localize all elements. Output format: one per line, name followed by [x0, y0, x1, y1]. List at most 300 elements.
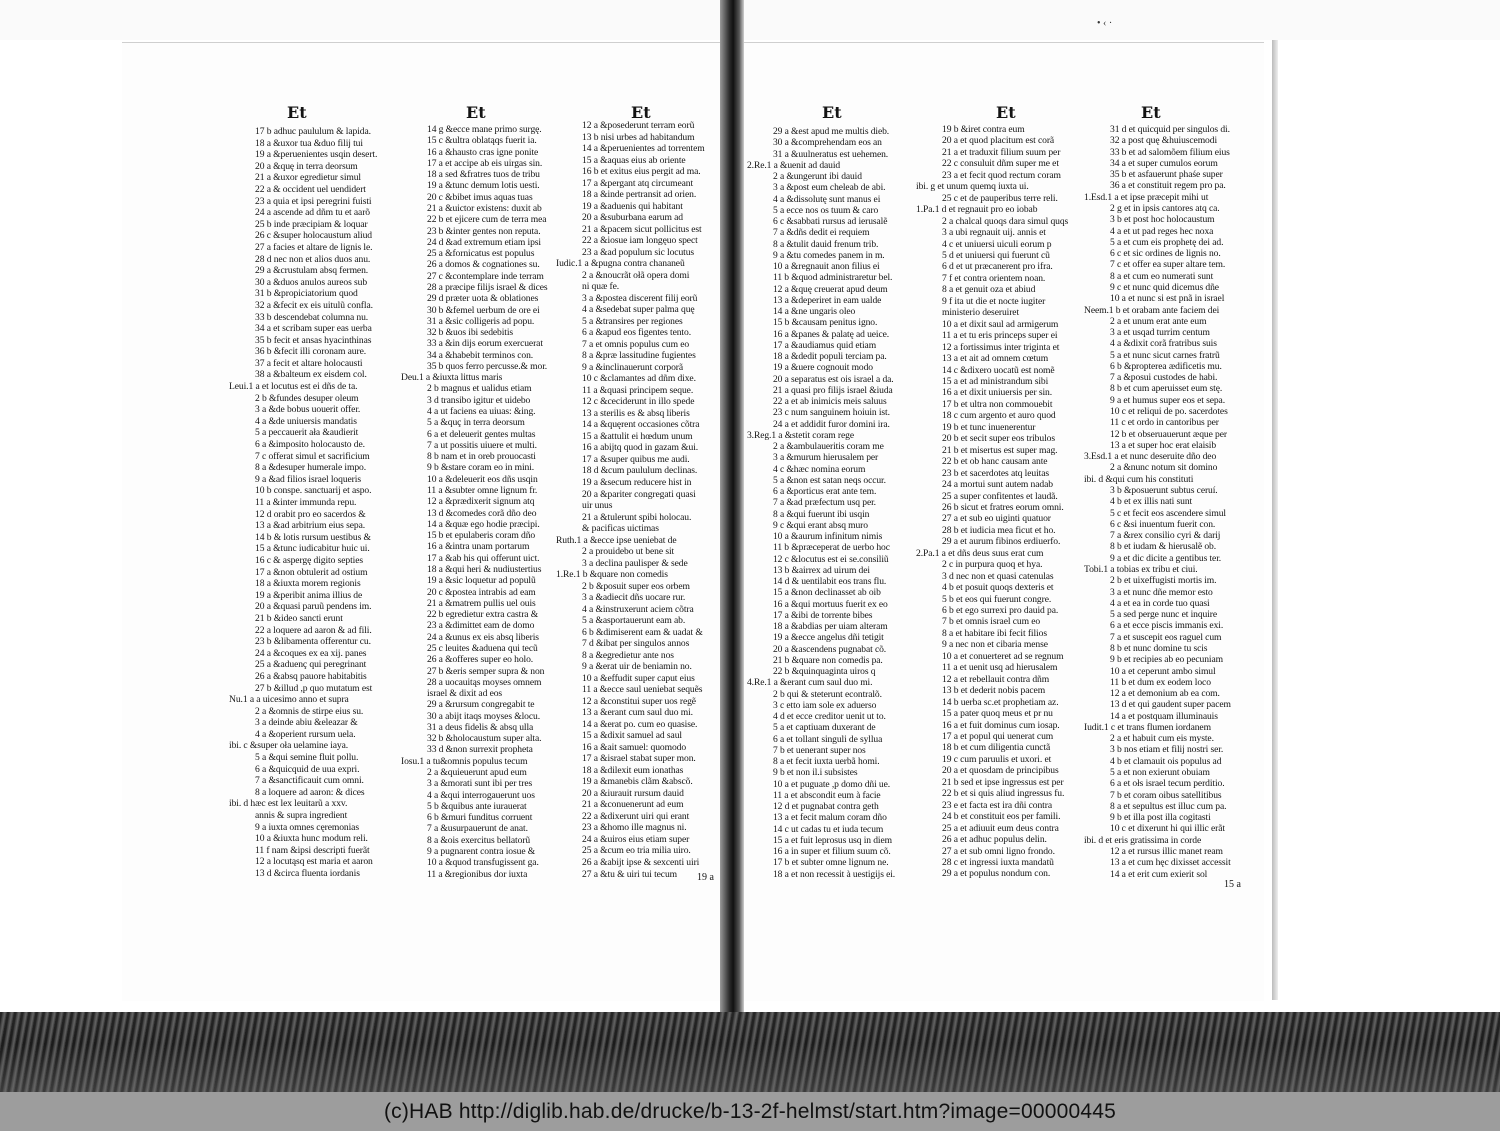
concordance-entry: 5 b et eos qui fuerunt congre. [942, 593, 1052, 605]
concordance-entry: 8 a &præ lassitudine fugientes [582, 350, 696, 362]
concordance-entry: 11 a &regionibus dor iuxta [427, 868, 528, 880]
left-col1-heading: Et [287, 103, 307, 122]
concordance-entry: Leui.1 a et locutus est ei dñs de ta. [229, 381, 358, 393]
concordance-entry: 10 a et ceperunt ambo simul [1110, 665, 1216, 677]
concordance-entry: 30 b &femel uerbum de ore ei [427, 304, 540, 316]
concordance-entry: 32 a &fecit ex eis uitulũ confla. [255, 299, 373, 311]
concordance-entry: 27 c &contemplare inde terram [427, 270, 544, 282]
concordance-entry: 12 a &posederunt terram eorũ [582, 120, 695, 131]
page-edge [1272, 40, 1278, 1000]
top-right-marks: • ‹ · [1097, 18, 1113, 29]
concordance-entry: 11 b &quod administraretur bel. [773, 272, 893, 284]
concordance-entry: 15 c &ultra oblatąqs fuerit ia. [427, 135, 537, 147]
concordance-entry: 2.Pa.1 a et dñs deus suus erat cum [916, 547, 1044, 559]
concordance-entry: 5 c et fecit eos ascendere simul [1110, 507, 1226, 519]
concordance-entry: 26 b sicut et fratres eorum omni. [942, 501, 1064, 513]
concordance-entry: 11 b et dum ex eodem loco [1110, 676, 1211, 688]
concordance-entry: 34 a et scribam super eas uerba [255, 323, 372, 335]
concordance-entry: 25 c et de pauperibus terre reli. [942, 192, 1058, 204]
concordance-entry: 20 c &bibet imus aquas tuas [427, 191, 533, 203]
concordance-entry: 21 a &pacem sicut pollicitus est [582, 223, 702, 235]
concordance-entry: Iosu.1 a tu&omnis populus tecum [401, 755, 528, 767]
concordance-entry: 4 a &operient rursum uela. [255, 728, 356, 740]
concordance-entry: 24 a &coques ex ea xij. panes [255, 647, 367, 659]
concordance-entry: 8 a &egredietur ante nos [582, 649, 674, 661]
concordance-entry: 22 b et ob hanc causam ante [942, 456, 1048, 468]
concordance-entry: 18 a &abdias per uiam alteram [773, 621, 888, 632]
concordance-entry: 8 a &tulit dauid frenum trib. [773, 238, 879, 250]
concordance-entry: 13 a et cum hęc dixisset accessit [1110, 857, 1231, 869]
concordance-entry: 22 a loquere ad aaron & ad fili. [255, 624, 372, 636]
concordance-entry: 26 a &absq pauore habitabitis [255, 670, 367, 682]
concordance-entry: 24 b et constituit eos per famili. [942, 811, 1061, 823]
concordance-entry: Tobi.1 a tobias ex tribu et ciui. [1084, 563, 1198, 575]
concordance-entry: 21 b &quare non comedis pa. [773, 654, 883, 666]
concordance-entry: 7 a &posui custodes de habi. [1110, 372, 1218, 384]
concordance-entry: 4.Re.1 a &erant cum saul duo mi. [747, 677, 873, 689]
concordance-entry: 6 d et ut præcanerent pro ifra. [942, 261, 1053, 273]
concordance-entry: 5 a &qui semine fluit pollu. [255, 752, 359, 764]
concordance-entry: 13 a sterilis es & absq liberis [582, 407, 690, 419]
concordance-entry: 18 a &inde pertransit ad orien. [582, 189, 697, 201]
concordance-entry: 3 a &post eum cheleab de abi. [773, 182, 886, 194]
concordance-entry: 11 a et tu eris princeps super ei [942, 330, 1058, 342]
concordance-entry: 5 d et uniuersi qui fuerunt cũ [942, 249, 1050, 261]
concordance-entry: 9 a et humus super eos et sepa. [1110, 394, 1225, 406]
concordance-entry: 2 a chalcal quoqs dara simul quqs [942, 215, 1069, 227]
concordance-entry: 5 a &non est satan neqs occur. [773, 474, 886, 486]
concordance-entry: 29 d præter uota & oblationes [427, 293, 539, 305]
concordance-entry: 16 a &qui mortuus fuerit ex eo [773, 598, 888, 610]
concordance-entry: 3 a ubi regnauit uij. annis et [942, 227, 1046, 239]
concordance-entry: 14 d & uentilabit eos trans flu. [773, 576, 887, 587]
concordance-entry: 12 a &quę creuerat apud deum [773, 283, 888, 295]
concordance-entry: 21 a &uxor egredietur simul [255, 172, 362, 184]
concordance-entry: 18 a et non recessit à uestigijs ei. [773, 868, 896, 880]
concordance-entry: 8 a loquere ad aaron: & dices [255, 786, 365, 798]
concordance-entry: 11 a &quasi principem seque. [582, 384, 694, 396]
concordance-entry: ibi. c &super oła uelamine iaya. [229, 740, 349, 752]
concordance-entry: 36 b &fecit illi coronam aure. [255, 346, 367, 358]
concordance-entry: 9 c et nunc quid dicemus dñe [1110, 281, 1219, 293]
concordance-entry: 14 g &ecce mane primo surgę. [427, 124, 542, 135]
concordance-entry: 17 a &super quibus me audi. [582, 453, 690, 465]
concordance-entry: Ruth.1 a &ecce ipse ueniebat de [556, 534, 677, 546]
concordance-entry: 16 a &hausto cras igne ponite [427, 146, 539, 158]
concordance-entry: 18 a &dilexit eum ionathas [582, 764, 684, 776]
concordance-entry: 37 a fecit et altare holocausti [255, 357, 363, 369]
concordance-entry: 2 a &ambulaueritis coram me [773, 441, 884, 452]
concordance-entry: 27 a &tu & uiri tui tecum [582, 868, 678, 880]
concordance-entry: 10 a &effudit super caput eius [582, 672, 695, 684]
concordance-entry: 5 a et non exierunt obuiam [1110, 767, 1210, 779]
concordance-entry: 15 a et fuit leprosus usq in diem [773, 834, 892, 846]
concordance-entry: 16 a in super et filium suum cõ. [773, 846, 891, 857]
concordance-entry: 33 d &non surrexit propheta [427, 744, 533, 756]
concordance-entry: 19 a &ecce angelus dñi tetigit [773, 632, 884, 644]
concordance-entry: 8 a et habitare ibi fecit filios [942, 627, 1047, 639]
concordance-entry: 17 a &ab his qui offerunt uict. [427, 552, 540, 564]
concordance-entry: 20 c &postea intrabis ad eam [427, 586, 536, 598]
concordance-entry: 20 a et quod placitum est corã [942, 135, 1055, 147]
concordance-entry: 5 a &asportauerunt eam ab. [582, 615, 686, 627]
concordance-entry: 11 b &præceperat de uerbo hoc [773, 542, 890, 554]
concordance-entry: 9 a nec non et cibaria mense [942, 639, 1048, 651]
concordance-entry: 28 c et ingressi iuxta mandatũ [942, 857, 1054, 868]
concordance-entry: 3.Reg.1 a &stetit coram rege [747, 429, 854, 441]
concordance-entry: 6 b et ego surrexi pro dauid pa. [942, 605, 1059, 617]
concordance-entry: 8 b et iudam & hierusalẽ ob. [1110, 541, 1216, 553]
concordance-entry: 32 b &uos ibi sedebitis [427, 327, 514, 339]
concordance-entry: 7 b et omnis israel cum eo [942, 616, 1041, 628]
scan-shadow-band [0, 1012, 1500, 1092]
concordance-entry: 4 b et clamauit ois populus ad [1110, 755, 1222, 767]
concordance-entry: 13 a et super hoc erat elaisib [1110, 439, 1217, 451]
concordance-entry: 3 a &murum hierusalem per [773, 452, 879, 464]
concordance-entry: 19 c cum paruulis et uxori. et [942, 753, 1052, 765]
concordance-entry: 8 a et genuit oza et abiud [942, 284, 1036, 296]
concordance-entry: uir unus [582, 500, 613, 512]
concordance-entry: 16 a &panes & palatę ad ueice. [773, 328, 890, 340]
concordance-entry: 28 b et iudicia mea ficut et ho. [942, 524, 1056, 536]
concordance-entry: 32 a post quę &huiuscemodi [1110, 135, 1218, 147]
concordance-entry: 14 a &ne ungaris oleo [773, 306, 856, 317]
concordance-entry: 35 b quos ferro percusse.& mor. [427, 360, 548, 372]
concordance-entry: 29 a &crustulam absq fermen. [255, 265, 369, 277]
concordance-entry: 5 a ecce nos os tuum & caro [773, 204, 879, 216]
concordance-entry: 1.Re.1 b &quare non comedis [556, 569, 668, 581]
concordance-entry: 4 a &instruxerunt aciem cõtra [582, 603, 694, 615]
concordance-entry: 14 a &quęrent occasiones cõtra [582, 419, 700, 431]
concordance-entry: 21 a &matrem pullis uel ouis [427, 597, 536, 609]
concordance-entry: 34 a &habebit terminos con. [427, 349, 534, 361]
concordance-entry: 11 a &subter omne lignum fr. [427, 485, 538, 496]
concordance-entry: 15 a et ad ministrandum sibi [942, 375, 1049, 387]
concordance-entry: 8 b et cum aperuisset eum stę. [1110, 383, 1223, 395]
concordance-entry: 13 b et dederit nobis pacem [942, 685, 1046, 697]
concordance-entry: 24 a ascende ad dñm tu et aarõ [255, 207, 371, 219]
concordance-entry: 20 b et secit super eos tribulos [942, 433, 1055, 445]
concordance-entry: 6 c &si inuentum fuerit con. [1110, 518, 1216, 530]
concordance-entry: 7 d &ibat per singulos annos [582, 638, 690, 650]
concordance-entry: 7 a ut possitis uiuere et multi. [427, 439, 537, 451]
concordance-entry: 26 a et adhuc populus delin. [942, 834, 1047, 846]
concordance-entry: 10 a &quod transfugissent ga. [427, 857, 539, 869]
concordance-entry: Iudit.1 c et trans flumen iordanem [1084, 721, 1211, 733]
concordance-entry: 19 b &iret contra eum [942, 124, 1025, 135]
concordance-entry: Nu.1 a a uicesimo anno et supra [229, 694, 349, 706]
concordance-entry: 8 b et nunc domine tu scis [1110, 642, 1208, 654]
concordance-entry: 31 a deus fidelis & absq ulla [427, 721, 534, 733]
concordance-entry: 18 a sed &fratres tuos de tribu [427, 169, 540, 181]
left-col3-heading: Et [631, 103, 651, 122]
concordance-entry: 17 b et subter omne lignum ne. [773, 857, 889, 869]
concordance-entry: 16 b et exitus eius pergit ad ma. [582, 166, 701, 178]
concordance-entry: 11 c et ordo in cantoribus per [1110, 417, 1219, 429]
concordance-entry: 3 c etto iam sole ex aduerso [773, 699, 877, 711]
concordance-entry: 18 c cum argento et auro quod [942, 410, 1056, 422]
concordance-entry: 12 a &constitui super uos regẽ [582, 695, 696, 707]
concordance-entry: 22 a & occident uel uendidert [255, 183, 366, 195]
concordance-entry: 4 a et ea in corde tuo quasi [1110, 597, 1210, 609]
concordance-entry: 18 a &uxor tua &duo filij tui [255, 137, 363, 149]
concordance-entry: 29 a et aurum fibinos erdiuerfo. [942, 536, 1061, 548]
concordance-entry: 25 c leuites &aduena qui tecũ [427, 642, 538, 654]
concordance-entry: 4 a &dissolutę sunt manus ei [773, 193, 881, 205]
concordance-entry: 30 a &comprehendam eos an [773, 137, 882, 149]
concordance-entry: 3 a &de bobus uouerit offer. [255, 404, 361, 416]
concordance-entry: 3 a deinde abiu &eleazar & [255, 717, 358, 729]
concordance-entry: 27 b &illud ,p quo mutatum est [255, 682, 373, 694]
concordance-entry: 7 a &sanctificauit cum omni. [255, 775, 364, 787]
concordance-entry: 31 a &uulneratus est uehemen. [773, 148, 889, 160]
concordance-entry: 18 a &qui heri & nudiustertius [427, 563, 542, 575]
concordance-entry: ibi. d hæc est lex leuitarũ a xxv. [229, 798, 348, 810]
concordance-entry: Iudic.1 a &pugna contra chananeũ [556, 258, 685, 270]
concordance-entry: 23 a &homo ille magnus ni. [582, 822, 687, 834]
concordance-entry: 22 a et ab inimicis meis saluus [773, 396, 887, 407]
concordance-entry: 14 c ut cadas tu et iuda tecum [773, 823, 884, 835]
concordance-entry: 9 a &erat uir de beniamin no. [582, 661, 692, 673]
concordance-entry: 20 a et quosdam de principibus [942, 765, 1059, 777]
concordance-entry: 2 b qui & steterunt econtralõ. [773, 688, 882, 700]
concordance-entry: 22 c consuluit dñm super me et [942, 158, 1059, 170]
concordance-entry: 14 a et postquam illuminauis [1110, 710, 1218, 722]
concordance-entry: 21 b et misertus est super mag. [942, 444, 1058, 456]
concordance-entry: 10 c et dixerunt hi qui illic erãt [1110, 823, 1225, 835]
concordance-entry: 4 a ut faciens ea uiuas: &ing. [427, 406, 536, 418]
concordance-entry: 13 a &ad arbitrium eius sepa. [255, 520, 366, 532]
concordance-entry: 16 a &ait samuel: quomodo [582, 741, 687, 753]
concordance-entry: 22 b et si quis aliud ingressus fu. [942, 788, 1065, 800]
concordance-entry: 21 b sed et ipse ingressus est per [942, 776, 1064, 788]
concordance-entry: ibi. g et unum quemq iuxta ui. [916, 181, 1029, 193]
concordance-entry: 13 b nisi urbes ad habitandum [582, 131, 695, 143]
concordance-entry: 30 a abijt itaqs moyses &locu. [427, 710, 540, 722]
concordance-entry: 12 a fortissimus inter triginta et [942, 341, 1060, 353]
concordance-entry: 7 f et contra orientem noan. [942, 272, 1046, 284]
concordance-entry: 13 a et fecit malum coram dño [773, 812, 887, 824]
concordance-entry: 23 e et facta est ira dñi contra [942, 799, 1053, 811]
concordance-entry: 17 a et accipe ab eis uirgas sin. [427, 157, 543, 169]
concordance-entry: 4 c et uniuersi uiculi eorum p [942, 238, 1052, 250]
concordance-entry: 20 a &ascendens pugnabat cõ. [773, 643, 887, 655]
concordance-entry: 13 d et qui gaudent super pacem [1110, 699, 1231, 711]
concordance-entry: 1.Esd.1 a et ipse præcepit mihi ut [1084, 191, 1209, 203]
concordance-entry: 20 a &quę in terra deorsum [255, 160, 358, 172]
concordance-entry: 17 b et ultra non commouebit [942, 398, 1053, 410]
concordance-entry: 15 a &tunc iudicabitur huic ui. [255, 543, 370, 555]
concordance-entry: 9 a &ad filios israel loqueris [255, 473, 361, 485]
concordance-entry: 6 b &muri funditus corruent [427, 812, 533, 824]
right-column-1 [747, 126, 896, 880]
concordance-entry: 2 a &noucrãt ołã opera domi [582, 269, 690, 281]
concordance-entry: 18 d &cum paululum declinas. [582, 465, 698, 477]
concordance-entry: 5 b &quibus ante iurauerat [427, 800, 527, 812]
concordance-entry: 7 c offerat simul et sacrificium [255, 450, 370, 462]
concordance-entry: 3 a declina paulisper & sede [582, 557, 688, 569]
concordance-entry: 15 a pater quoq meus et pr nu [942, 708, 1053, 720]
concordance-entry: 12 a locutąsq est maria et aaron [255, 856, 373, 868]
concordance-entry: 4 a &de uniuersis mandatis [255, 415, 357, 427]
concordance-entry: 5 a et nunc sicut carnes fratrũ [1110, 349, 1220, 361]
concordance-entry: 8 a &ois exercitus bellatorũ [427, 834, 531, 846]
concordance-entry: 12 a et demonium ab ea com. [1110, 688, 1220, 700]
concordance-entry: 11 a et uenit usq ad hierusalem [942, 662, 1058, 674]
concordance-entry: 11 a et abscondit eum à facie [773, 789, 881, 801]
concordance-entry: 6 b &dimiserent eam & uadat & [582, 626, 703, 638]
concordance-entry: 15 b &causam penitus igno. [773, 317, 878, 329]
concordance-entry: 26 a &offeres super eo holo. [427, 654, 534, 666]
right-col1-heading: Et [822, 103, 842, 122]
concordance-entry: 14 b & lotis rursum uestibus & [255, 531, 371, 543]
concordance-entry: ibi. d et eris gratissima in corde [1084, 834, 1202, 846]
concordance-entry: 25 a super confitentes et laudã. [942, 490, 1058, 502]
concordance-entry: 22 a &iosue iam longęuo spect [582, 235, 698, 247]
concordance-entry: 2 a et habuit cum eis myste. [1110, 733, 1214, 745]
concordance-entry: 2 a &omnis de stirpe eius su. [255, 705, 364, 717]
concordance-entry: 22 b et ejicere cum de terra mea [427, 214, 547, 226]
concordance-entry: 13 a &deperiret in eam ualde [773, 294, 882, 306]
left-col2-heading: Et [466, 103, 486, 122]
concordance-entry: 4 d et ecce creditor uenit ut to. [773, 711, 886, 722]
copyright-caption: (c)HAB http://diglib.hab.de/drucke/b-13-2f-helmst/start.htm?image=00000445 [0, 1092, 1500, 1131]
concordance-entry: 24 a &unus ex eis absq liberis [427, 631, 539, 643]
concordance-entry: 5 a et captiuam duxerant de [773, 722, 876, 734]
concordance-entry: 35 b et asfauerunt phaśe super [1110, 169, 1223, 181]
concordance-entry: 18 a &dedit populi terciam pa. [773, 351, 887, 362]
concordance-entry: 29 a &rursum congregabit te [427, 699, 535, 711]
concordance-entry: 23 a et fecit quod rectum coram [942, 169, 1061, 181]
concordance-entry: 24 a mortui sunt autem nadab [942, 479, 1053, 491]
concordance-entry: 11 a &inter immunda repu. [255, 497, 357, 508]
concordance-entry: 17 b adhuc paululum & lapida. [255, 126, 371, 137]
concordance-entry: 6 a &quicquid de uua expri. [255, 763, 360, 775]
concordance-entry: ni quæ fe. [582, 281, 620, 293]
concordance-entry: 12 a et rebellauit contra dñm [942, 673, 1050, 685]
concordance-entry: 18 b et cum diligentia cunctã [942, 742, 1051, 754]
scan-background-top [0, 0, 1500, 40]
concordance-entry: 3 b &posuerunt subtus ceruí. [1110, 485, 1218, 496]
concordance-entry: 2 b &posuit super eos orbem [582, 580, 690, 592]
concordance-entry: 4 b et posuit quoqs dexteris et [942, 582, 1054, 594]
concordance-entry: 21 a &conuenerunt ad eum [582, 799, 684, 811]
concordance-entry: 11 f nam &ipsi descripti fuerãt [255, 844, 370, 856]
concordance-entry: 32 b &holocaustum super alta. [427, 733, 542, 745]
concordance-entry: 35 b fecit et ansas hyacinthinas [255, 334, 372, 346]
concordance-entry: 21 a quasi pro filijs israel &iuda [773, 384, 893, 396]
concordance-entry: 20 a separatus est ois israel a da. [773, 373, 894, 385]
concordance-entry: 10 a et dixit saul ad armigerum [942, 318, 1059, 330]
concordance-entry: 13 d &comedes corã dño deo [427, 507, 537, 519]
concordance-entry: 14 c &dixero uocatũ est nomẽ [942, 364, 1055, 376]
concordance-entry: 12 b et obseruauerunt æque per [1110, 428, 1227, 440]
concordance-entry: 12 a et rursus illic manet ream [1110, 846, 1223, 857]
concordance-entry: 6 c et sic ordines de lignis no. [1110, 248, 1221, 260]
concordance-entry: 7 a &dñs dedit ei requiem [773, 227, 870, 239]
concordance-entry: 25 b inde præcipiam & loquar [255, 218, 368, 230]
concordance-entry: 6 b &propterea ædificetis mu. [1110, 360, 1222, 372]
concordance-entry: 24 a &uiros eius etiam super [582, 833, 690, 845]
concordance-entry: 23 b et sacerdotes atq leuitas [942, 467, 1050, 479]
concordance-entry: 15 a &aquas eius ab oriente [582, 154, 686, 166]
concordance-entry: 25 a &cum eo tria milia uiro. [582, 845, 691, 857]
concordance-entry: 9 c &qui erant absq muro [773, 519, 868, 531]
concordance-entry: 16 a et fuit dominus cum iosap. [942, 719, 1060, 731]
concordance-entry: 20 a &suburbana earum ad [582, 212, 683, 224]
concordance-entry: 17 a &audiamus quid etiam [773, 339, 877, 351]
concordance-entry: 9 a &tu comedes panem in m. [773, 249, 885, 261]
book-gutter [720, 0, 744, 1012]
concordance-entry: 19 a &peribit anima illius de [255, 589, 363, 601]
right-col2-heading: Et [996, 103, 1016, 122]
concordance-entry: 17 a et popul qui uenerat cum [942, 731, 1054, 743]
concordance-entry: 4 a et ut pad reges hec noxa [1110, 225, 1214, 237]
concordance-entry: 5 a &transires per regiones [582, 315, 683, 327]
concordance-entry: 2 g et in ipsis cantores atq ca. [1110, 202, 1220, 214]
concordance-entry: 14 a &quæ ego hodie præcipi. [427, 518, 540, 530]
concordance-entry: 23 c num sanguinem hoiuin ist. [773, 407, 890, 419]
concordance-entry: 7 a et suscepit eos raguel cum [1110, 631, 1222, 643]
concordance-entry: 6 a et deleuerit gentes multas [427, 428, 536, 440]
concordance-entry: 23 a &ad populum sic locutus [582, 246, 695, 258]
concordance-entry: 3 a &postea discerent filij eorũ [582, 292, 698, 304]
concordance-entry: 9 b et recipies ab eo pecuniam [1110, 654, 1223, 666]
concordance-entry: 3 d transibo igitur et uidebo [427, 394, 531, 406]
concordance-entry: 10 a &aurum infinitum nimis [773, 531, 883, 542]
concordance-entry: 36 a et constituit regem pro pa. [1110, 180, 1226, 192]
concordance-entry: 7 b et uenerant super nos [773, 744, 866, 756]
concordance-entry: 28 a præcipe filijs israel & dices [427, 281, 548, 293]
concordance-entry: 5 a sed perge nunc et inquire [1110, 609, 1218, 621]
concordance-entry: 31 a &sic colligeris ad popu. [427, 315, 535, 327]
concordance-entry: 3 b et post hoc holocaustum [1110, 214, 1215, 226]
concordance-entry: 6 a et tollant singuli de syllua [773, 733, 883, 745]
concordance-entry: 33 b et ad salomõem filium eius [1110, 146, 1230, 158]
concordance-entry: 38 a &balteum ex eisdem col. [255, 369, 367, 381]
concordance-entry: 29 a &est apud me multis dieb. [773, 126, 890, 137]
concordance-entry: 10 a &deleuerit eos dñs usqin [427, 473, 538, 485]
concordance-entry: 12 c &locutus est ei se.consiliũ [773, 553, 889, 565]
concordance-entry: 19 a &secum reducere hist in [582, 476, 692, 488]
concordance-entry: 10 a &regnauit anon filius ei [773, 261, 880, 272]
concordance-entry: 10 a et conuerteret ad se regnum [942, 650, 1064, 662]
concordance-entry: israel & dixit ad eos [427, 688, 503, 700]
concordance-entry: 7 c et offer ea super altare tem. [1110, 259, 1226, 271]
concordance-entry: 20 a &quasi paruũ pendens im. [255, 601, 372, 613]
concordance-entry: 25 a &aduenç qui peregrinant [255, 659, 367, 671]
concordance-entry: 26 a domos & cognationes su. [427, 259, 540, 271]
concordance-entry: 20 a &pariter congregati quasi [582, 488, 696, 500]
concordance-entry: 19 a &peruenientes usqin desert. [255, 149, 378, 161]
concordance-entry: 7 a &usurpauerunt de anat. [427, 823, 528, 835]
concordance-entry: 27 b &eris semper supra & non [427, 665, 545, 677]
concordance-entry: 4 c &hæc nomina eorum [773, 463, 866, 475]
concordance-entry: 8 a &qui fuerunt ibi usqin [773, 508, 870, 520]
concordance-entry: 7 a et omnis populus cum eo [582, 338, 690, 350]
concordance-entry: 19 a &manebis clãm &abscõ. [582, 776, 693, 788]
concordance-entry: 28 a uocauitąs moyses omnem [427, 676, 542, 688]
left-page-signature: 19 a [697, 872, 714, 883]
concordance-entry: 3 b nos etiam et filij nostri ser. [1110, 744, 1224, 756]
concordance-entry: 6 a et ecce piscis immanis exi. [1110, 620, 1224, 632]
concordance-entry: 34 a et super cumulos eorum [1110, 157, 1218, 169]
concordance-entry: 10 b conspe. sanctuarij et aspo. [255, 485, 372, 497]
concordance-entry: 8 a et fecit iuxta uerbã homi. [773, 756, 880, 767]
concordance-entry: 21 a et traduxit filium suum per [942, 146, 1061, 158]
concordance-entry: 31 b &propiciatorium quod [255, 288, 358, 300]
concordance-entry: 9 b &stare coram eo in mini. [427, 462, 535, 474]
